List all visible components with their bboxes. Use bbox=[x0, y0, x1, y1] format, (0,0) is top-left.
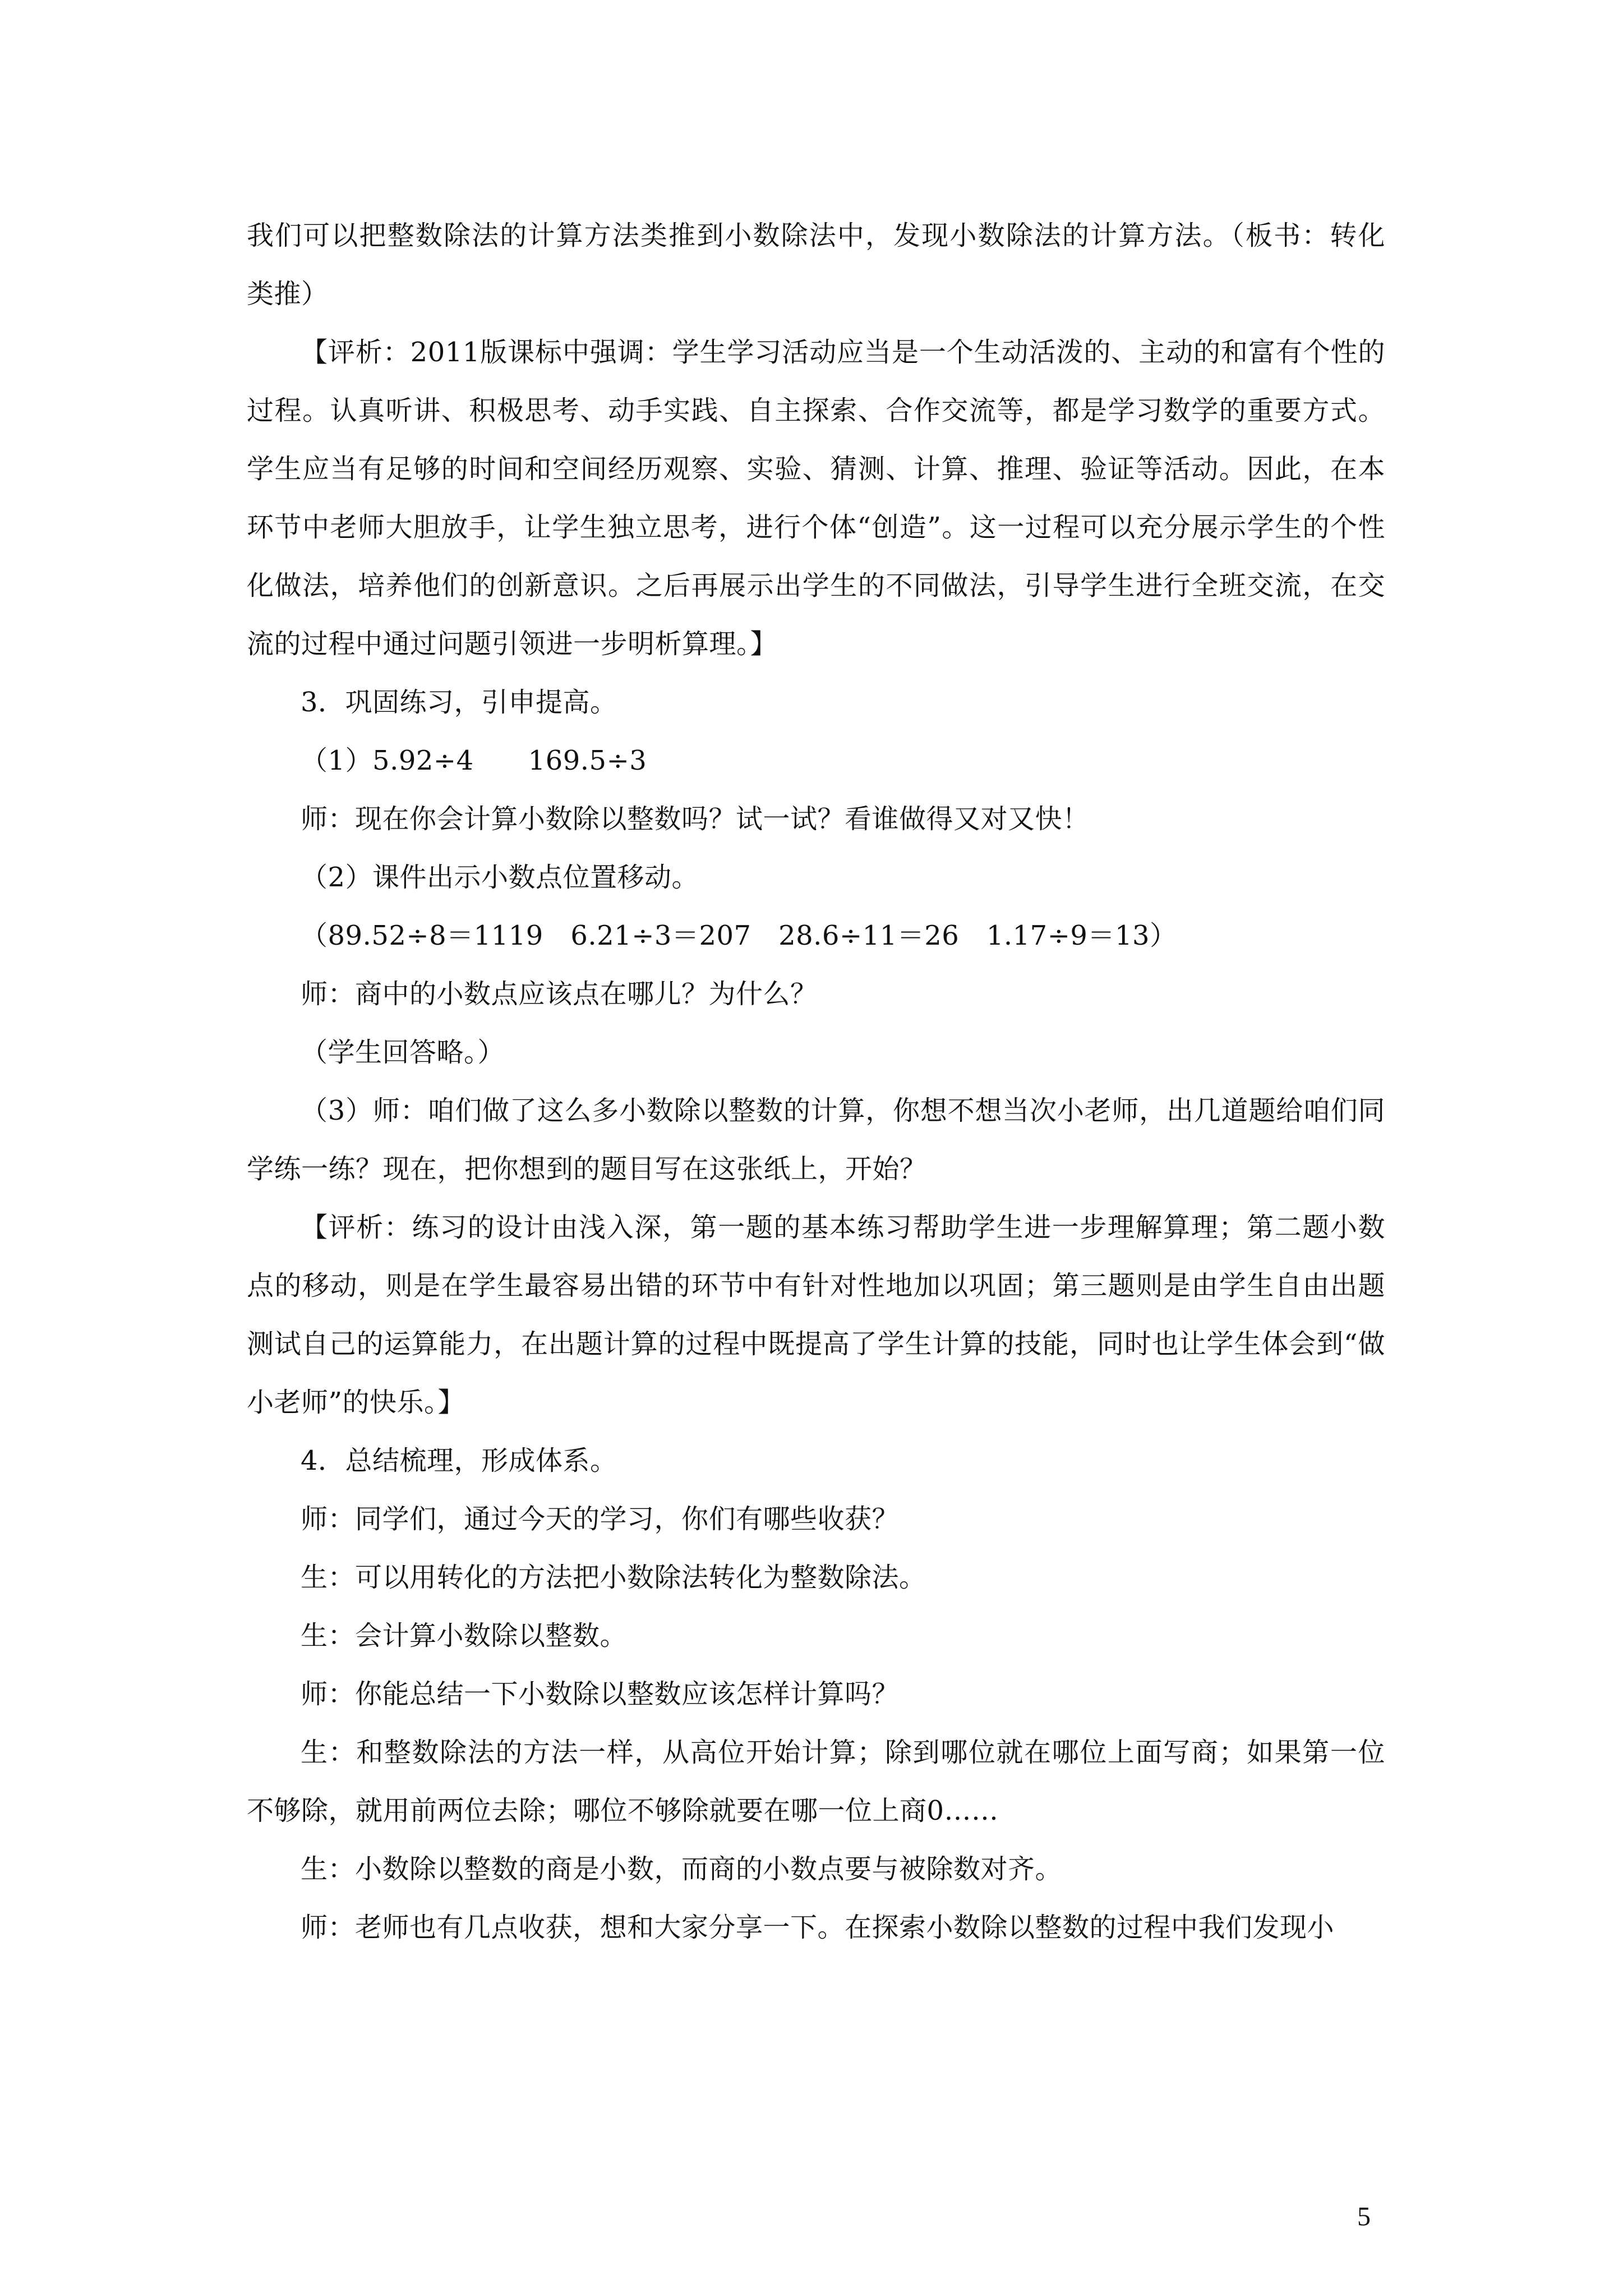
section-heading-4: 4．总结梳理，形成体系。 bbox=[301, 1445, 617, 1476]
paragraph-commentary-2: 【评析：练习的设计由浅入深，第一题的基本练习帮助学生进一步理解算理；第二题小数点的移动，则是在学生最容易出错的环节中有针对性地加以巩固；第三题则是由学生自由出题测试自己的运算能力，在出题计算的过程中既提高了学生计算的技能，同时也让学生体会到“做小老师”的快乐。】 bbox=[247, 1212, 1385, 1418]
student-line-3: 生：和整数除法的方法一样，从高位开始计算；除到哪位就在哪位上面写商；如果第一位不够除，就用前两位去除；哪位不够除就要在哪一位上商0…… bbox=[247, 1737, 1385, 1826]
paragraph-commentary-1: 【评析：2011版课标中强调：学生学习活动应当是一个生动活泼的、主动的和富有个性的过程。认真听讲、积极思考、动手实践、自主探索、合作交流等，都是学习数学的重要方式。学生应当有足够的时间和空间经历观察、实验、猜测、计算、推理、验证等活动。因此，在本环节中老师大胆放手，让学生独立思考，进行个体“创造”。这一过程可以充分展示学生的个性化做法，培养他们的创新意识。之后再展示出学生的不同做法，引导学生进行全班交流，在交流的过程中通过问题引领进一步明析算理。】 bbox=[247, 337, 1385, 660]
teacher-line-5: 师：老师也有几点收获，想和大家分享一下。在探索小数除以整数的过程中我们发现小 bbox=[301, 1912, 1335, 1943]
exercise-2-equations: （89.52÷8＝1119 6.21÷3＝207 28.6÷11＝26 1.17÷9＝13） bbox=[301, 920, 1177, 951]
student-line-1: 生：可以用转化的方法把小数除法转化为整数除法。 bbox=[301, 1562, 926, 1593]
teacher-line-2: 师：商中的小数点应该点在哪儿？为什么？ bbox=[301, 978, 818, 1010]
section-heading-3: 3．巩固练习，引申提高。 bbox=[301, 687, 617, 718]
teacher-line-3: 师：同学们，通过今天的学习，你们有哪些收获？ bbox=[301, 1503, 900, 1535]
student-answer-note: （学生回答略。） bbox=[301, 1037, 505, 1068]
student-line-2: 生：会计算小数除以整数。 bbox=[301, 1620, 628, 1651]
exercise-3: （3）师：咱们做了这么多小数除以整数的计算，你想不想当次小老师，出几道题给咱们同学练一练？现在，把你想到的题目写在这张纸上，开始？ bbox=[247, 1095, 1385, 1185]
teacher-line-4: 师：你能总结一下小数除以整数应该怎样计算吗？ bbox=[301, 1678, 900, 1710]
page-number: 5 bbox=[1357, 2202, 1371, 2231]
student-line-4: 生：小数除以整数的商是小数，而商的小数点要与被除数对齐。 bbox=[301, 1853, 1063, 1885]
exercise-1: （1）5.92÷4 169.5÷3 bbox=[301, 745, 647, 776]
paragraph-intro: 我们可以把整数除法的计算方法类推到小数除法中，发现小数除法的计算方法。（板书：转化 类推） bbox=[247, 220, 1413, 310]
teacher-line-1: 师：现在你会计算小数除以整数吗？试一试？看谁做得又对又快！ bbox=[301, 803, 1090, 835]
page-body bbox=[247, 206, 1413, 1957]
exercise-2: （2）课件出示小数点位置移动。 bbox=[301, 862, 699, 893]
